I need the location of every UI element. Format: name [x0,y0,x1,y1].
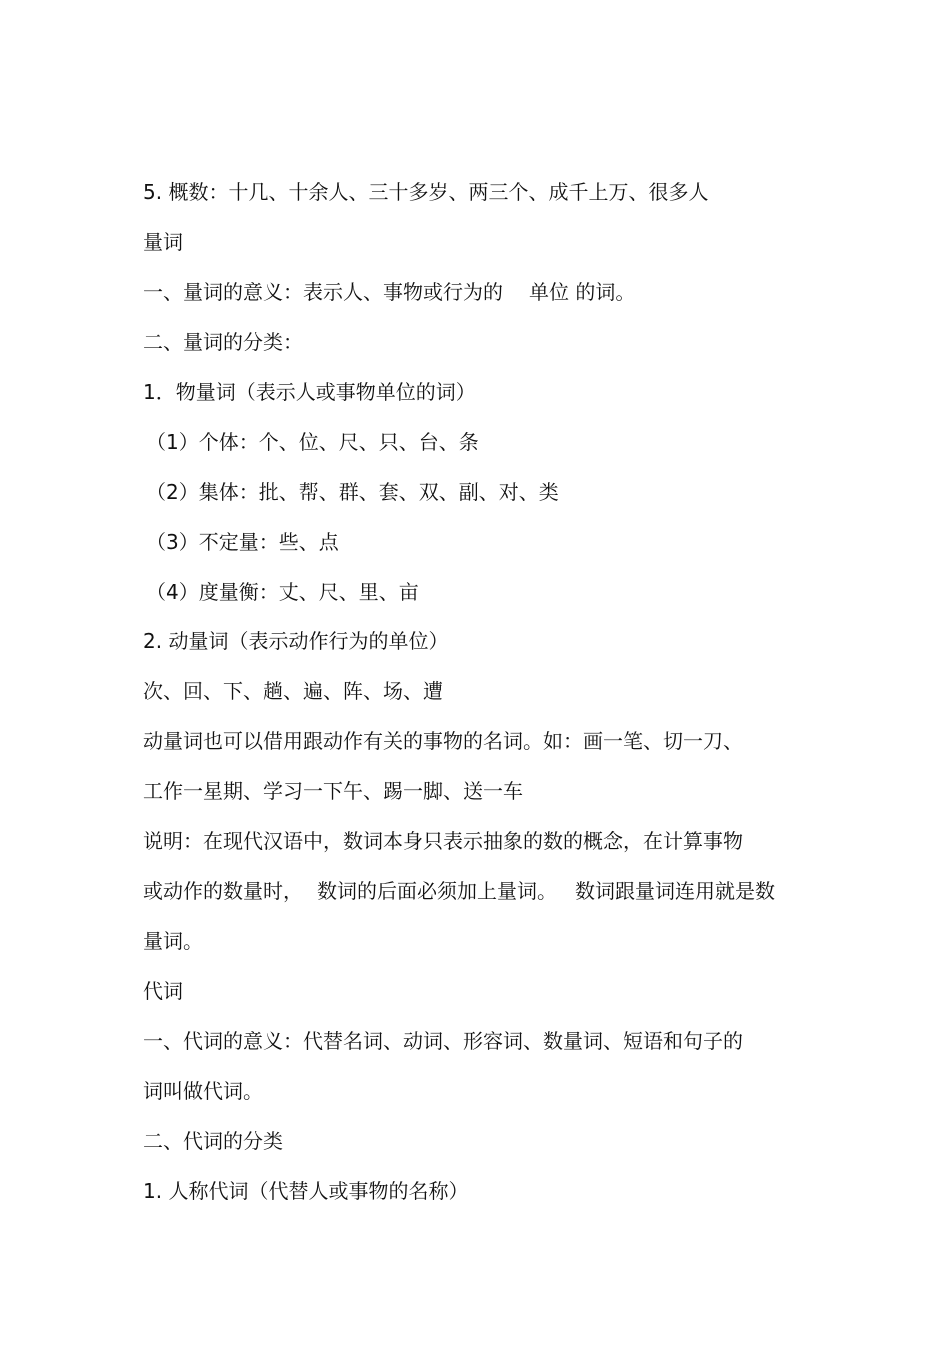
collective-quantifier-line: （2）集体：批、帮、群、套、双、副、对、类 [146,480,559,504]
quantifier-classification-heading: 二、量词的分类： [143,330,303,354]
object-quantifier-heading: 1．物量词（表示人或事物单位的词） [143,380,476,404]
quantifier-meaning-text: 一、量词的意义：表示人、事物或行为的 [143,280,503,304]
section-heading-quantifier: 量词 [143,230,183,254]
verbal-quantifier-borrow-line-1: 动量词也可以借用跟动作有关的事物的名词。如：画一笔、切一刀、 [143,729,743,753]
explanation-part-1: 或动作的数量时， [143,879,303,903]
pronoun-meaning-line-2: 词叫做代词。 [143,1079,263,1103]
explanation-line-1: 说明：在现代汉语中，数词本身只表示抽象的数的概念，在计算事物 [143,829,743,853]
explanation-part-2: 数词的后面必须加上量词。 [317,879,557,903]
approx-number-line: 5. 概数：十几、十余人、三十多岁、两三个、成千上万、很多人 [143,180,709,204]
verbal-quantifier-borrow-line-2: 工作一星期、学习一下午、踢一脚、送一车 [143,779,523,803]
pronoun-classification-heading: 二、代词的分类 [143,1129,283,1153]
explanation-line-3: 量词。 [143,929,203,953]
explanation-part-3: 数词跟量词连用就是数 [575,879,775,903]
explanation-line-2 [143,877,823,905]
verbal-quantifier-heading: 2. 动量词（表示动作行为的单位） [143,629,449,653]
pronoun-meaning-line-1: 一、代词的意义：代替名词、动词、形容词、数量词、短语和句子的 [143,1029,743,1053]
measure-quantifier-line: （4）度量衡：丈、尺、里、亩 [146,580,419,604]
quantifier-meaning-unit: 单位 的词。 [529,280,636,304]
verbal-quantifier-examples: 次、回、下、趟、遍、阵、场、遭 [143,679,443,703]
section-heading-pronoun: 代词 [143,979,183,1003]
quantifier-meaning-line [143,278,823,306]
personal-pronoun-heading: 1. 人称代词（代替人或事物的名称） [143,1179,469,1203]
individual-quantifier-line: （1）个体：个、位、尺、只、台、条 [146,430,479,454]
indefinite-quantifier-line: （3）不定量：些、点 [146,530,339,554]
